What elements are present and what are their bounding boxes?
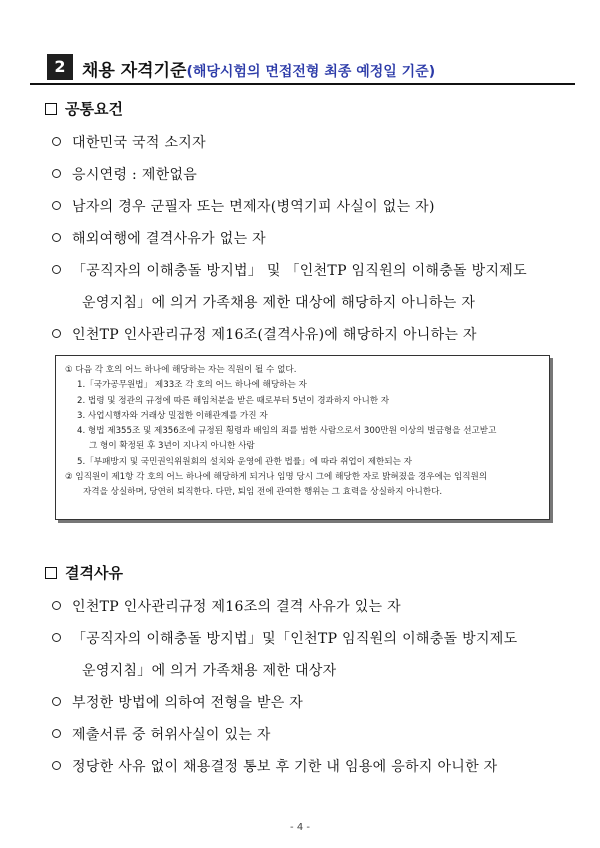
excerpt-line: 5.「부패방지 및 국민권익위원회의 설치와 운영에 관한 법률」에 따라 취업이 제한되는 자 — [77, 456, 412, 467]
excerpt-line: 자격을 상실하며, 당연히 퇴직한다. 다만, 퇴임 전에 관여한 행위는 그 효력을 상실하지 아니한다. — [83, 487, 443, 498]
disqualification-heading — [45, 562, 123, 583]
disqualification-item-3 — [52, 692, 303, 712]
disqualification-item-1-text: 인천TP 인사관리규정 제16조의 결격 사유가 있는 자 — [72, 599, 401, 615]
section-title — [82, 56, 435, 81]
common-item-1 — [52, 132, 206, 152]
disqualification-item-1 — [52, 596, 401, 616]
section-number: 2 — [47, 54, 73, 80]
circle-bullet-icon — [52, 601, 61, 610]
excerpt-line: 그 형이 확정된 후 3년이 지나지 아니한 사람 — [89, 441, 255, 452]
excerpt-line: 2. 법령 및 정관의 규정에 따른 해임처분을 받은 때로부터 5년이 경과하지 아니한 자 — [77, 395, 390, 406]
circle-bullet-icon — [52, 169, 61, 178]
disqualification-item-2-continuation: 운영지침」에 의거 가족채용 제한 대상자 — [82, 663, 337, 679]
disqualification-item-5-text: 정당한 사유 없이 채용결정 통보 후 기한 내 임용에 응하지 아니한 자 — [72, 759, 498, 775]
common-item-4 — [52, 228, 266, 248]
common-item-1-text: 대한민국 국적 소지자 — [72, 135, 206, 151]
circle-bullet-icon — [52, 201, 61, 210]
common-item-6-text: 인천TP 인사관리규정 제16조(결격사유)에 해당하지 아니하는 자 — [72, 327, 477, 343]
section-subtitle: (해당시험의 면접전형 최종 예정일 기준) — [186, 64, 436, 80]
common-item-3 — [52, 196, 435, 216]
disqualification-heading-text: 결격사유 — [65, 564, 123, 582]
circle-bullet-icon — [52, 761, 61, 770]
common-item-3-text: 남자의 경우 군필자 또는 면제자(병역기피 사실이 없는 자) — [72, 199, 435, 215]
excerpt-line: ① 다음 각 호의 어느 하나에 해당하는 자는 직원이 될 수 없다. — [65, 365, 297, 375]
disqualification-item-4 — [52, 724, 271, 744]
regulation-excerpt-box — [55, 355, 550, 520]
common-heading-text: 공통요건 — [65, 100, 123, 118]
disqualification-item-3-text: 부정한 방법에 의하여 전형을 받은 자 — [72, 695, 304, 711]
common-item-5-text: 「공직자의 이해충돌 방지법」 및 「인천TP 임직원의 이해충돌 방지제도 — [72, 263, 527, 279]
excerpt-line: 4. 형법 제355조 및 제356조에 규정된 횡령과 배임의 죄를 범한 사람으로서 300만원 이상의 벌금형을 선고받고 — [77, 426, 497, 437]
common-item-6 — [52, 324, 477, 344]
section-header — [30, 46, 575, 86]
excerpt-line: 3. 사업시행자와 거래상 밀접한 이해관계를 가진 자 — [77, 410, 268, 421]
circle-bullet-icon — [52, 265, 61, 274]
disqualification-item-2-text: 「공직자의 이해충돌 방지법」및「인천TP 임직원의 이해충돌 방지제도 — [72, 631, 518, 647]
section-title-text: 채용 자격기준 — [82, 61, 187, 81]
circle-bullet-icon — [52, 329, 61, 338]
common-item-2 — [52, 164, 197, 184]
circle-bullet-icon — [52, 233, 61, 242]
circle-bullet-icon — [52, 729, 61, 738]
common-requirements-heading — [45, 98, 123, 119]
square-bullet-icon — [45, 567, 57, 579]
section-underline — [30, 83, 575, 85]
common-item-4-text: 해외여행에 결격사유가 없는 자 — [72, 231, 266, 247]
circle-bullet-icon — [52, 633, 61, 642]
common-item-5-continuation: 운영지침」에 의거 가족채용 제한 대상에 해당하지 아니하는 자 — [82, 295, 476, 311]
common-item-2-text: 응시연령 : 제한없음 — [72, 167, 198, 183]
circle-bullet-icon — [52, 137, 61, 146]
square-bullet-icon — [45, 103, 57, 115]
disqualification-item-4-text: 제출서류 중 허위사실이 있는 자 — [72, 727, 271, 743]
circle-bullet-icon — [52, 697, 61, 706]
page-number: - 4 - — [290, 822, 310, 833]
excerpt-line: 1.「국가공무원법」 제33조 각 호의 어느 하나에 해당하는 자 — [77, 380, 307, 391]
common-item-5 — [52, 260, 527, 280]
disqualification-item-2 — [52, 628, 517, 648]
disqualification-item-5 — [52, 756, 498, 776]
excerpt-line: ② 임직원이 제1항 각 호의 어느 하나에 해당하게 되거나 임명 당시 그에 해당한 자로 밝혀졌을 경우에는 임직원의 — [65, 472, 488, 483]
